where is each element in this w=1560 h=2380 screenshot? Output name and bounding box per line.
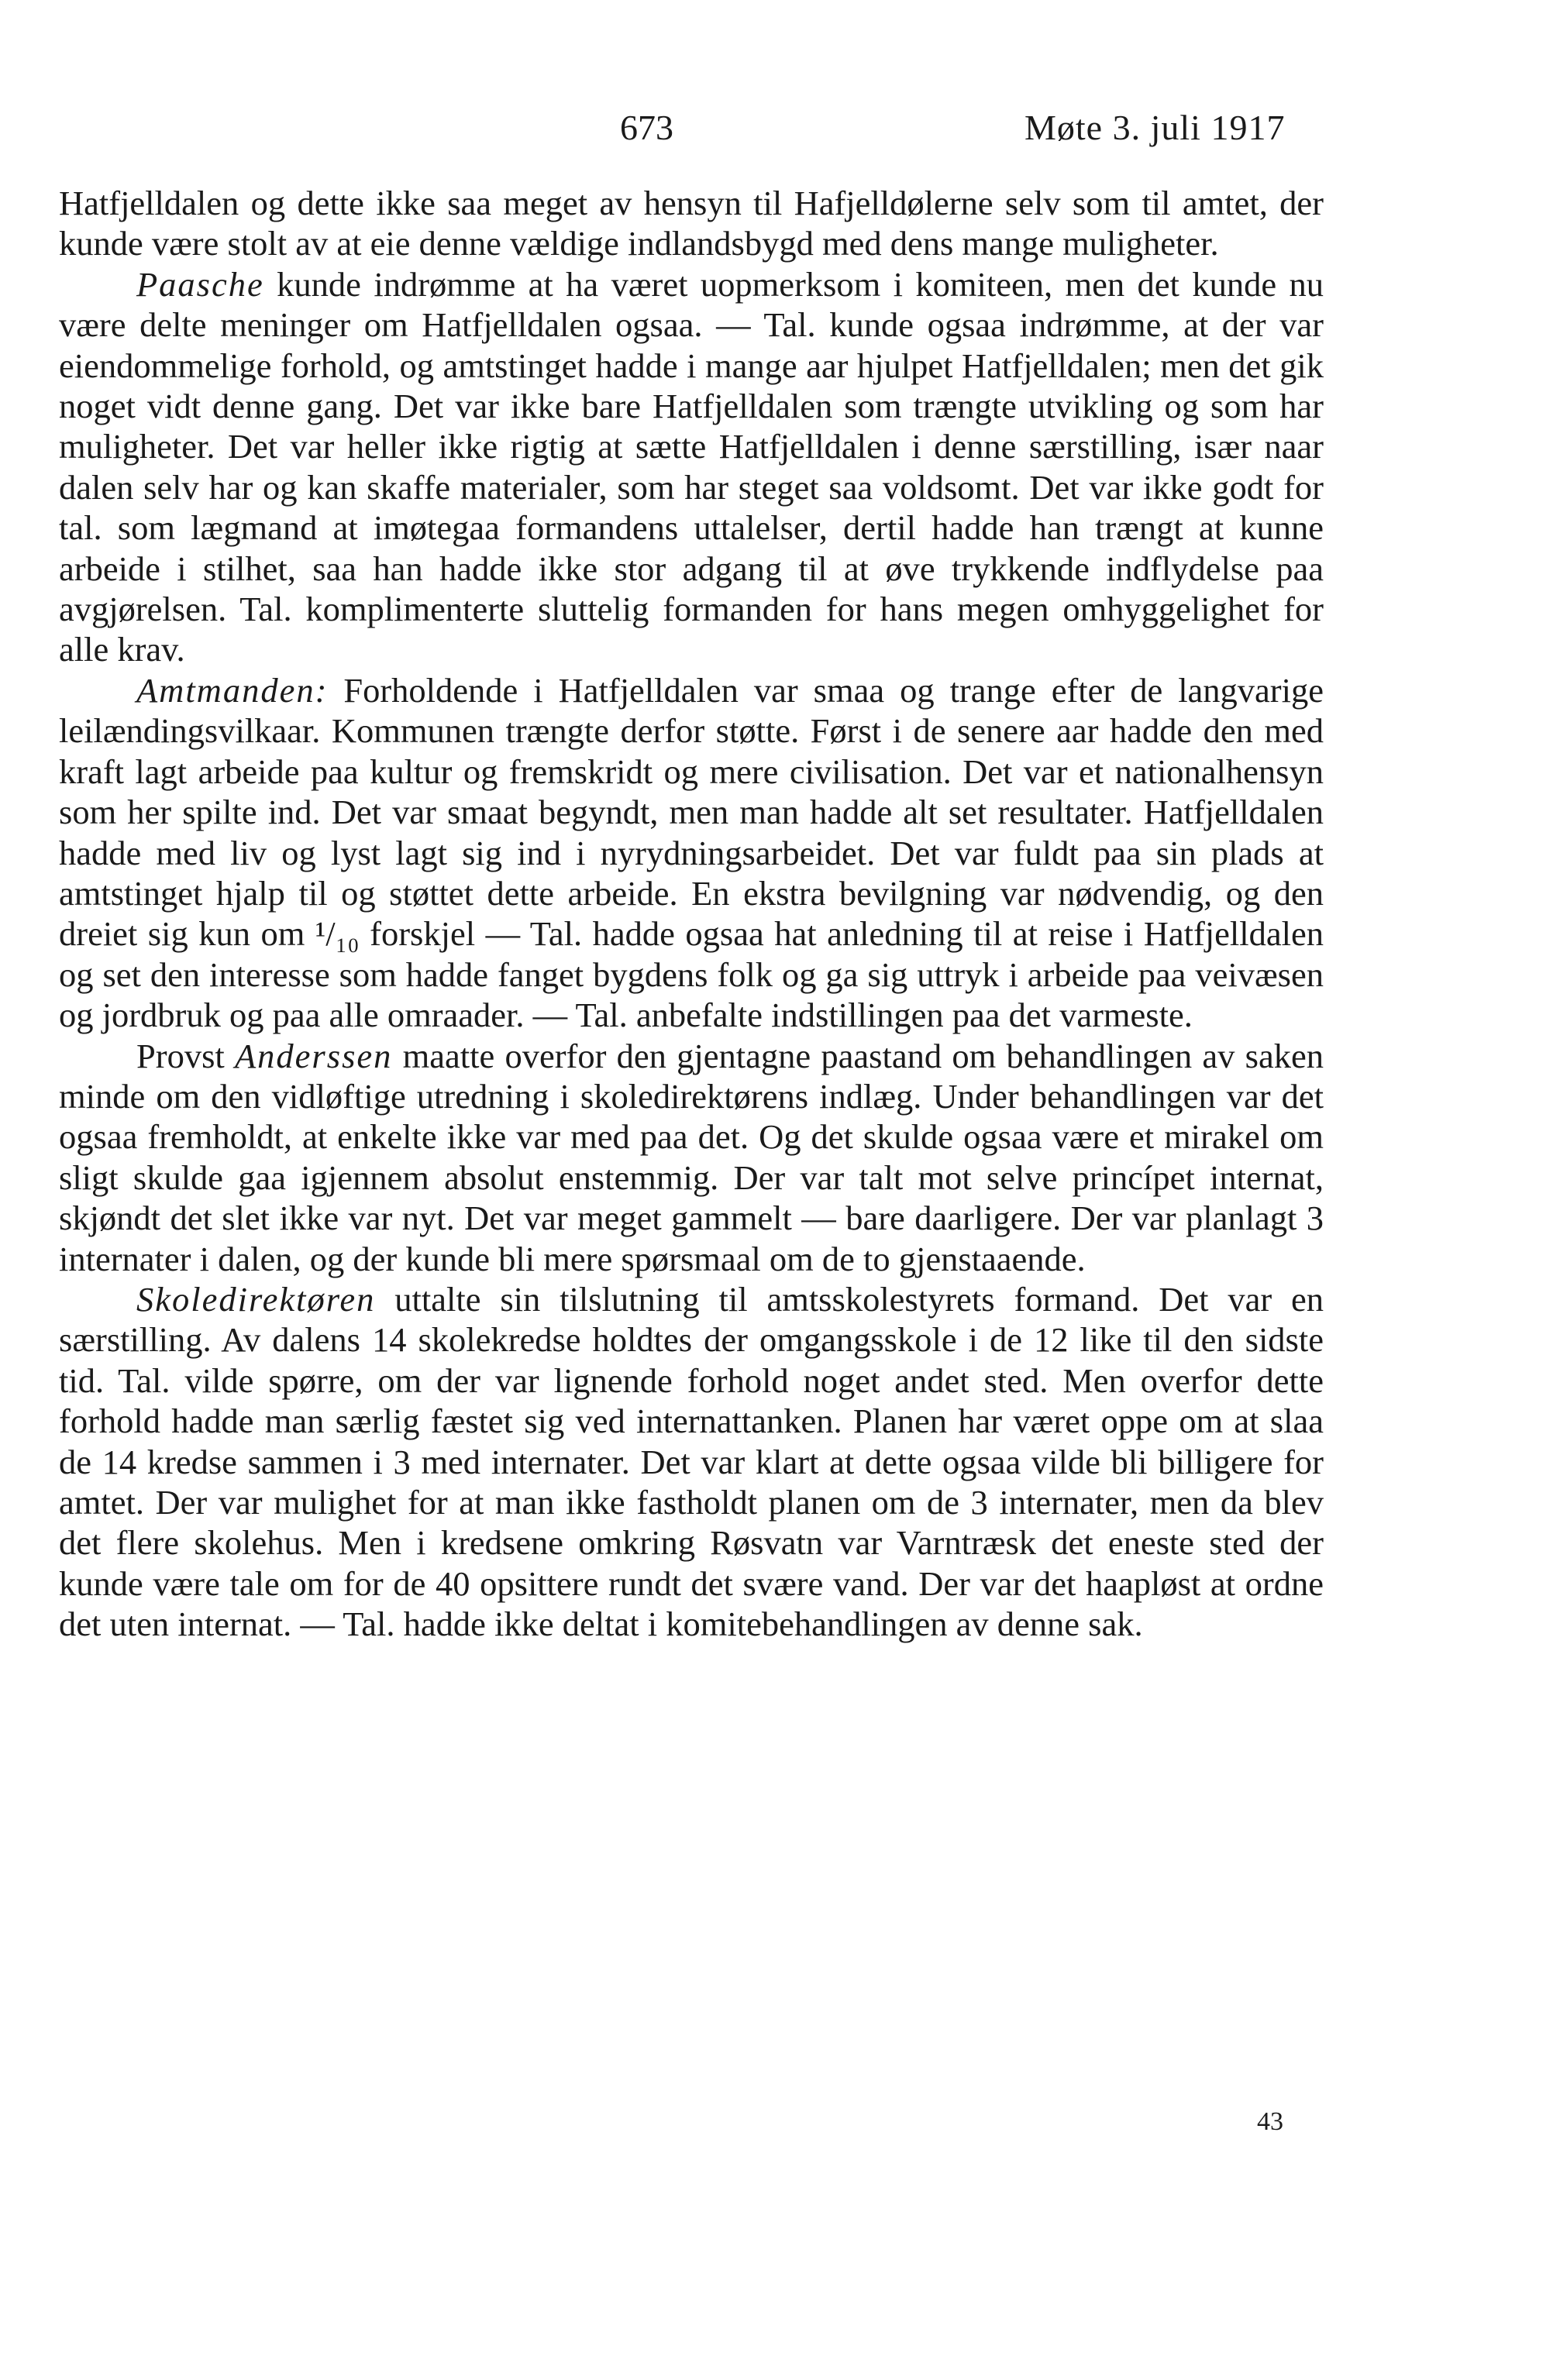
speaker-name: Amtmanden: <box>136 670 329 710</box>
paragraph-text: Forholdende i Hatfjelldalen var smaa og trange efter de langvarige leilændingsvilkaar. Kommunen trængte derfor støtte. Først i de senere aar hadde den med kraft lagt arbeide paa kultur og fremskridt og mere civilisation. Det var et nationalhensyn som her spilte ind. Det var smaat begyndt, men man hadde alt set resultater. Hatfjelldalen hadde med liv og lyst lagt sig ind i nyrydningsarbeidet. Det var fuldt paa sin plads at amtstinget hjalp til og støttet dette arbeide. En ekstra bevilgning var nødvendig, og den dreiet sig kun om ¹/₁₀ forskjel — Tal. hadde ogsaa hat anledning til at reise i Hatfjelldalen og set den interesse som hadde fanget bygdens folk og ga sig uttryk i arbeide paa veivæsen og jordbruk og paa alle omraader. — Tal. anbefalte indstillingen paa det varmeste. <box>59 670 1324 1035</box>
paragraph-text: maatte overfor den gjentagne paastand om behandlingen av saken minde om den vidløftige utredning i skoledirektørens indlæg. Under behandlingen var det ogsaa fremholdt, at enkelte ikke var med paa det. Og det skulde ogsaa være et mirakel om sligt skulde gaa igjennem absolut enstemmig. Der var talt mot selve princípet internat, skjøndt det slet ikke var nyt. Det var meget gammelt — bare daarligere. Der var planlagt 3 internater i dalen, og der kunde bli mere spørsmaal om de to gjenstaaende. <box>59 1036 1324 1278</box>
paragraph-2 <box>59 264 1324 670</box>
page-number: 673 <box>620 108 673 147</box>
paragraph-4 <box>59 1036 1324 1279</box>
signature-mark: 43 <box>1257 2107 1283 2136</box>
speaker-name: Provst Anderssen <box>136 1036 393 1075</box>
paragraph-5 <box>59 1279 1324 1645</box>
paragraph-text: Hatfjelldalen og dette ikke saa meget av hensyn til Hafjelldølerne selv som til amtet, der kunde være stolt av at eie denne vældige indlandsbygd med dens mange muligheter. <box>59 184 1324 263</box>
paragraph-text: kunde indrømme at ha været uopmerksom i komiteen, men det kunde nu være delte meninger om Hatfjelldalen ogsaa. — Tal. kunde ogsaa indrømme, at der var eiendommelige forhold, og amtstinget hadde i mange aar hjulpet Hatfjelldalen; men det gik noget vidt denne gang. Det var ikke bare Hatfjelldalen som trængte utvikling og som har muligheter. Det var heller ikke rigtig at sætte Hatfjelldalen i denne særstilling, især naar dalen selv har og kan skaffe materialer, som har steget saa voldsomt. Det var ikke godt for tal. som lægmand at imøtegaa formandens uttalelser, dertil hadde han trængt at kunne arbeide i stilhet, saa han hadde ikke stor adgang til at øve trykkende indflydelse paa avgjørelsen. Tal. komplimenterte sluttelig formanden for hans megen omhyggelighet for alle krav. <box>59 264 1324 669</box>
body-text <box>59 183 1324 1645</box>
speaker-name: Skoledirektøren <box>136 1279 376 1319</box>
paragraph-3 <box>59 670 1324 1036</box>
running-head: Møte 3. juli 1917 <box>1025 108 1286 147</box>
paragraph-text: uttalte sin tilslutning til amtsskolestyrets formand. Det var en særstilling. Av dalens 14 skolekredse holdtes der omgangsskole i de 12 like til den sidste tid. Tal. vilde spørre, om der var lignende forhold noget andet sted. Men overfor dette forhold hadde man særlig fæstet sig ved internattanken. Planen har været oppe om at slaa de 14 kredse sammen i 3 med internater. Det var klart at dette ogsaa vilde bli billigere for amtet. Der var mulighet for at man ikke fastholdt planen om de 3 internater, men da blev det flere skolehus. Men i kredsene omkring Røsvatn var Varntræsk det eneste sted der kunde være tale om for de 40 opsittere rundt det svære vand. Der var det haapløst at ordne det uten internat. — Tal. hadde ikke deltat i komitebehandlingen av denne sak. <box>59 1279 1324 1644</box>
speaker-name: Paasche <box>136 264 264 304</box>
paragraph-1 <box>59 183 1324 264</box>
